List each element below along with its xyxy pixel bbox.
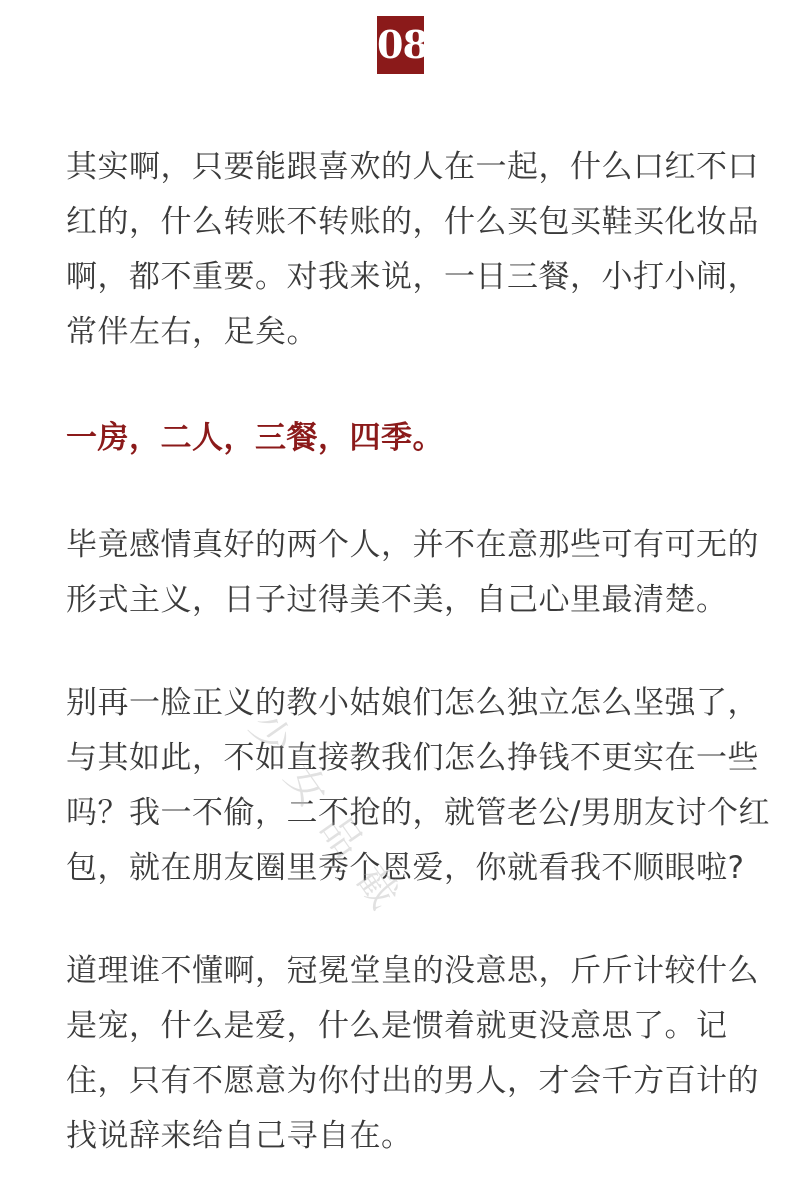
paragraph-line: 常伴左右，足矣。: [66, 314, 318, 350]
paragraph-line: 找说辞来给自己寻自在。: [66, 1118, 413, 1154]
paragraph-line: 其实啊，只要能跟喜欢的人在一起，什么口红不口: [66, 149, 759, 185]
paragraph-line: 吗？我一不偷，二不抢的，就管老公/男朋友讨个红: [66, 795, 770, 831]
paragraph-line: 道理谁不懂啊，冠冕堂皇的没意思，斤斤计较什么: [66, 953, 759, 989]
paragraph-2: [66, 518, 759, 628]
paragraph-line: 住，只有不愿意为你付出的男人，才会千方百计的: [66, 1063, 759, 1099]
paragraph-4: [66, 944, 759, 1164]
paragraph-line: 别再一脸正义的教小姑娘们怎么独立怎么坚强了，: [66, 685, 759, 721]
paragraph-line: 啊，都不重要。对我来说，一日三餐，小打小闹，: [66, 259, 759, 295]
paragraph-3: [66, 676, 770, 896]
paragraph-line: 形式主义，日子过得美不美，自己心里最清楚。: [66, 582, 728, 618]
section-number-badge: 08: [377, 16, 424, 74]
paragraph-line: 包，就在朋友圈里秀个恩爱，你就看我不顺眼啦?: [66, 850, 745, 886]
highlight-heading: [66, 411, 738, 466]
paragraph-line: 是宠，什么是爱，什么是惯着就更没意思了。记: [66, 1008, 728, 1044]
paragraph-line: 毕竟感情真好的两个人，并不在意那些可有可无的: [66, 527, 759, 563]
paragraph-line: 与其如此，不如直接教我们怎么挣钱不更实在一些: [66, 740, 759, 776]
watermark: 少女品截: [239, 705, 420, 935]
paragraph-1: [66, 140, 759, 360]
heading-text: 一房，二人，三餐，四季。: [66, 420, 444, 456]
paragraph-line: 红的，什么转账不转账的，什么买包买鞋买化妆品: [66, 204, 759, 240]
